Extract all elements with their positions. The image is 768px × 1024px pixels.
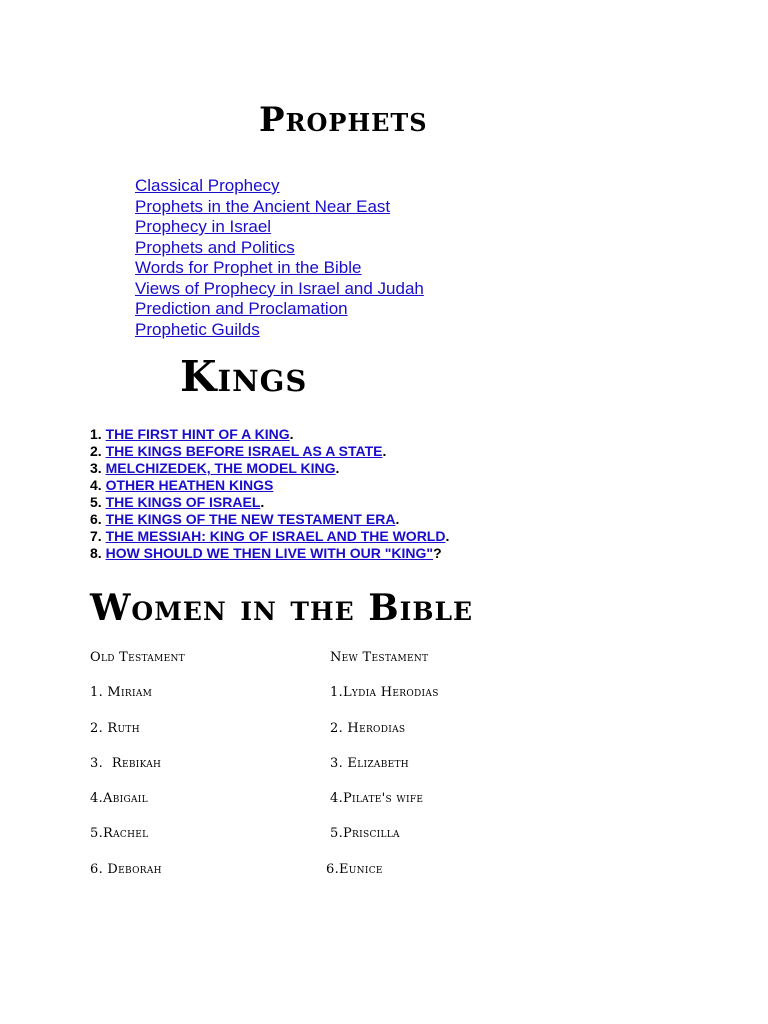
new-testament-cell: 3. Elizabeth bbox=[330, 755, 409, 771]
list-item bbox=[90, 528, 449, 545]
kings-link-before-israel[interactable]: THE KINGS BEFORE ISRAEL AS A STATE bbox=[105, 443, 383, 459]
women-header-row bbox=[90, 650, 650, 685]
new-testament-cell: 6.Eunice bbox=[326, 861, 383, 877]
prophets-link-classical-prophecy[interactable]: Classical Prophecy bbox=[135, 176, 280, 195]
table-row bbox=[90, 826, 650, 861]
item-punctuation: . bbox=[260, 494, 265, 510]
item-number: 4. bbox=[90, 477, 102, 493]
list-item bbox=[135, 299, 424, 320]
item-number: 7. bbox=[90, 528, 102, 544]
item-number: 6. bbox=[90, 511, 102, 527]
list-item bbox=[135, 217, 424, 238]
old-testament-cell: 4.Abigail bbox=[90, 791, 148, 807]
item-punctuation: . bbox=[289, 426, 294, 442]
prophets-link-prophecy-in-israel[interactable]: Prophecy in Israel bbox=[135, 217, 272, 236]
old-testament-cell: 2. Ruth bbox=[90, 720, 140, 736]
prophets-link-prophetic-guilds[interactable]: Prophetic Guilds bbox=[135, 319, 260, 339]
kings-link-messiah[interactable]: THE MESSIAH: KING OF ISRAEL AND THE WORLD bbox=[105, 528, 446, 544]
list-item bbox=[90, 426, 449, 443]
old-testament-header: Old Testament bbox=[90, 650, 185, 665]
new-testament-cell: 1.Lydia Herodias bbox=[330, 685, 439, 701]
item-number: 2. bbox=[90, 443, 102, 459]
women-table bbox=[90, 650, 650, 897]
table-row bbox=[90, 791, 650, 826]
table-row bbox=[90, 862, 650, 897]
kings-link-how-should-we-live[interactable]: HOW SHOULD WE THEN LIVE WITH OUR "KING" bbox=[105, 545, 434, 561]
item-punctuation: . bbox=[395, 511, 400, 527]
list-item bbox=[135, 238, 424, 259]
item-number: 3. bbox=[90, 460, 102, 476]
prophets-link-words-for-prophet[interactable]: Words for Prophet in the Bible bbox=[135, 258, 362, 277]
new-testament-header: New Testament bbox=[330, 650, 429, 665]
item-punctuation: . bbox=[382, 443, 387, 459]
kings-link-list bbox=[90, 426, 449, 562]
new-testament-cell: 2. Herodias bbox=[330, 720, 406, 736]
kings-heading: Kings bbox=[180, 352, 308, 401]
prophets-link-prediction-and-proclamation[interactable]: Prediction and Proclamation bbox=[135, 299, 348, 318]
kings-link-heathen-kings[interactable]: OTHER HEATHEN KINGS bbox=[105, 477, 274, 493]
list-item bbox=[135, 197, 424, 218]
prophets-link-ancient-near-east[interactable]: Prophets in the Ancient Near East bbox=[135, 196, 391, 216]
list-item bbox=[90, 477, 449, 494]
item-punctuation: . bbox=[445, 528, 450, 544]
prophets-link-views-of-prophecy[interactable]: Views of Prophecy in Israel and Judah bbox=[135, 278, 424, 298]
item-punctuation: . bbox=[335, 460, 340, 476]
kings-link-melchizedek[interactable]: MELCHIZEDEK, THE MODEL KING bbox=[105, 460, 336, 476]
table-row bbox=[90, 756, 650, 791]
old-testament-cell: 5.Rachel bbox=[90, 826, 149, 842]
kings-link-new-testament-era[interactable]: THE KINGS OF THE NEW TESTAMENT ERA bbox=[105, 511, 396, 527]
prophets-heading: Prophets bbox=[259, 100, 428, 140]
list-item bbox=[90, 545, 449, 562]
list-item bbox=[90, 443, 449, 460]
item-punctuation: ? bbox=[433, 545, 442, 561]
table-row bbox=[90, 721, 650, 756]
prophets-link-prophets-and-politics[interactable]: Prophets and Politics bbox=[135, 237, 295, 257]
prophets-link-list bbox=[135, 176, 424, 340]
new-testament-cell: 4.Pilate's wife bbox=[330, 791, 424, 807]
list-item bbox=[135, 258, 424, 279]
list-item bbox=[90, 460, 449, 477]
list-item bbox=[90, 494, 449, 511]
list-item bbox=[135, 279, 424, 300]
item-number: 8. bbox=[90, 545, 102, 561]
new-testament-cell: 5.Priscilla bbox=[330, 826, 400, 842]
old-testament-cell: 6. Deborah bbox=[90, 861, 162, 877]
list-item bbox=[135, 176, 424, 197]
old-testament-cell: 1. Miriam bbox=[90, 685, 153, 701]
old-testament-cell: 3. Rebikah bbox=[90, 755, 162, 771]
kings-link-first-hint[interactable]: THE FIRST HINT OF A KING bbox=[105, 426, 290, 442]
kings-link-kings-of-israel[interactable]: THE KINGS OF ISRAEL bbox=[105, 494, 261, 510]
item-number: 5. bbox=[90, 494, 102, 510]
table-row bbox=[90, 685, 650, 720]
list-item bbox=[135, 320, 424, 341]
list-item bbox=[90, 511, 449, 528]
item-number: 1. bbox=[90, 426, 102, 442]
women-heading: Women in the Bible bbox=[90, 587, 474, 629]
